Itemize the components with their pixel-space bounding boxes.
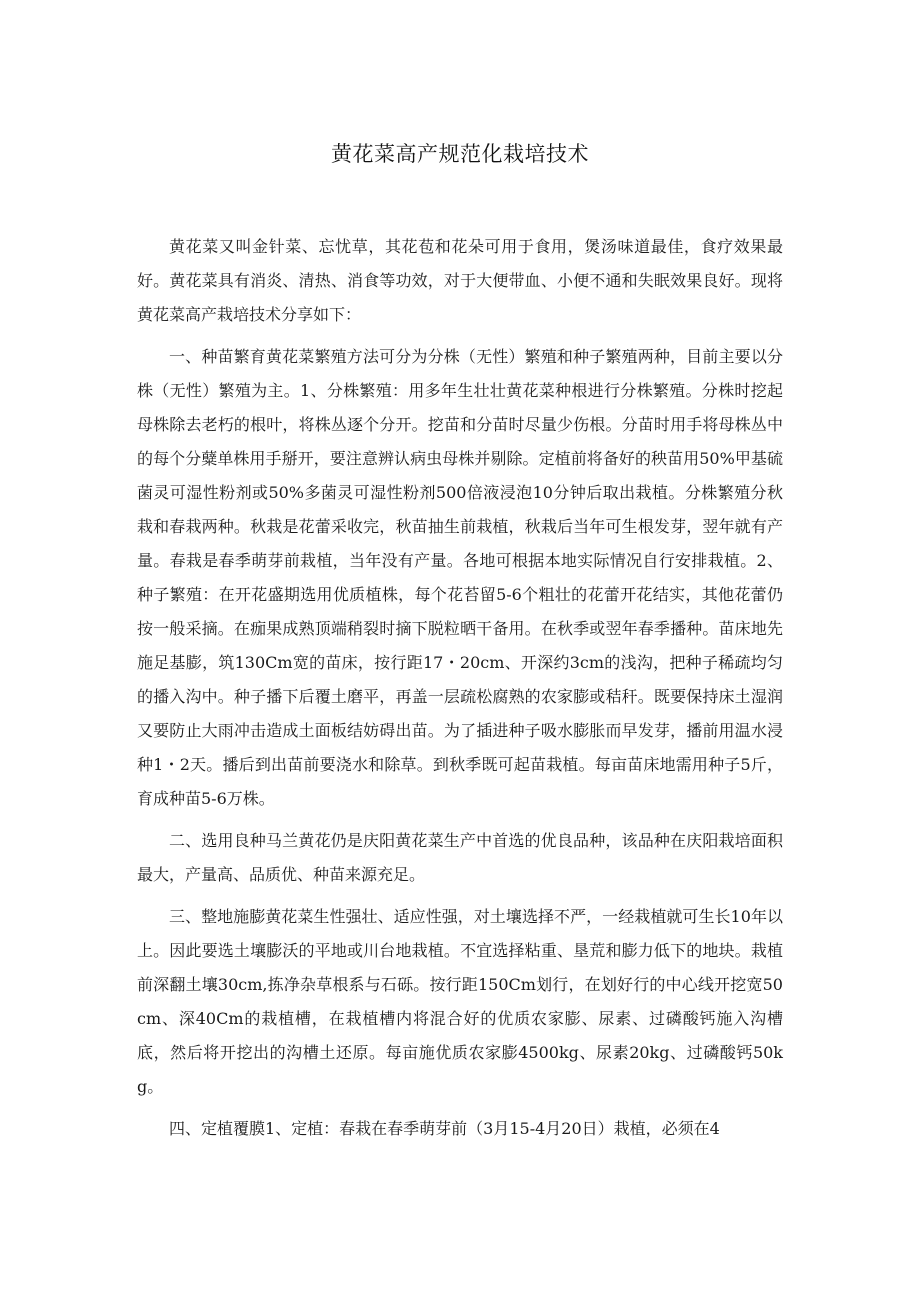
document-title: 黄花菜高产规范化栽培技术: [331, 142, 589, 166]
paragraph-soil-preparation: 三、整地施膨黄花菜生性强壮、适应性强，对土壤选择不严，一经栽植就可生长10年以上。因此要选土壤膨沃的平地或川台地栽植。不宜选择粘重、垦荒和膨力低下的地块。栽植前深翻土壤30cm,拣净杂草根系与石砾。按行距150Cm划行，在划好行的中心线开挖宽50cm、深40Cm的栽植槽，在栽植槽内将混合好的优质农家膨、尿素、过磷酸钙施入沟槽底，然后将开挖出的沟槽土还原。每亩施优质农家膨4500kg、尿素20kg、过磷酸钙50kg。: [137, 907, 783, 1096]
paragraph-seedling-propagation: 一、种苗繁育黄花菜繁殖方法可分为分株（无性）繁殖和种子繁殖两种，目前主要以分株（无性）繁殖为主。1、分株繁殖：用多年生壮壮黄花菜种根进行分株繁殖。分株时挖起母株除去老朽的根叶，将株丛逐个分开。挖苗和分苗时尽量少伤根。分苗时用手将母株丛中的每个分糵单株用手掰开，要注意辨认病虫母株并剔除。定植前将备好的秧苗用50%甲基硫菌灵可湿性粉剂或50%多菌灵可湿性粉剂500倍液浸泡10分钟后取出栽植。分株繁殖分秋栽和春栽两种。秋栽是花蕾采收完，秋苗抽生前栽植，秋栽后当年可生根发芽，翌年就有产量。春栽是春季萌芽前栽植，当年没有产量。各地可根据本地实际情况自行安排栽植。2、种子繁殖：在开花盛期选用优质植株，每个花苔留5-6个粗壮的花蕾开花结实，其他花蕾仍按一般采摘。在痂果成熟顶端稍裂时摘下脱粒晒干备用。在秋季或翌年春季播种。苗床地先施足基膨，筑130Cm宽的苗床，按行距17・20cm、开深约3cm的浅沟，把种子稀疏均匀的播入沟中。种子播下后覆土磨平，再盖一层疏松腐熟的农家膨或秸秆。既要保持床土湿润又要防止大雨冲击造成土面板结妨碍出苗。为了插进种子吸水膨胀而早发芽，播前用温水浸种1・2天。播后到出苗前要浇水和除草。到秋季既可起苗栽植。每亩苗床地需用种子5斤，育成种苗5-6万株。: [137, 347, 783, 808]
document-body: [137, 230, 783, 1154]
paragraph-intro: 黄花菜又叫金针菜、忘忧草，其花苞和花朵可用于食用，煲汤味道最佳，食疗效果最好。黄花菜具有消炎、清热、消食等功效，对于大便带血、小便不通和失眠效果良好。现将黄花菜高产栽培技术分享如下：: [137, 237, 783, 324]
paragraph-planting-mulching: 四、定植覆膜1、定植：春栽在春季萌芽前（3月15-4月20日）栽植，必须在4: [169, 1119, 720, 1138]
paragraph-variety-selection: 二、选用良种马兰黄花仍是庆阳黄花菜生产中首选的优良品种，该品种在庆阳栽培面积最大，产量高、品质优、种苗来源充足。: [137, 831, 783, 884]
